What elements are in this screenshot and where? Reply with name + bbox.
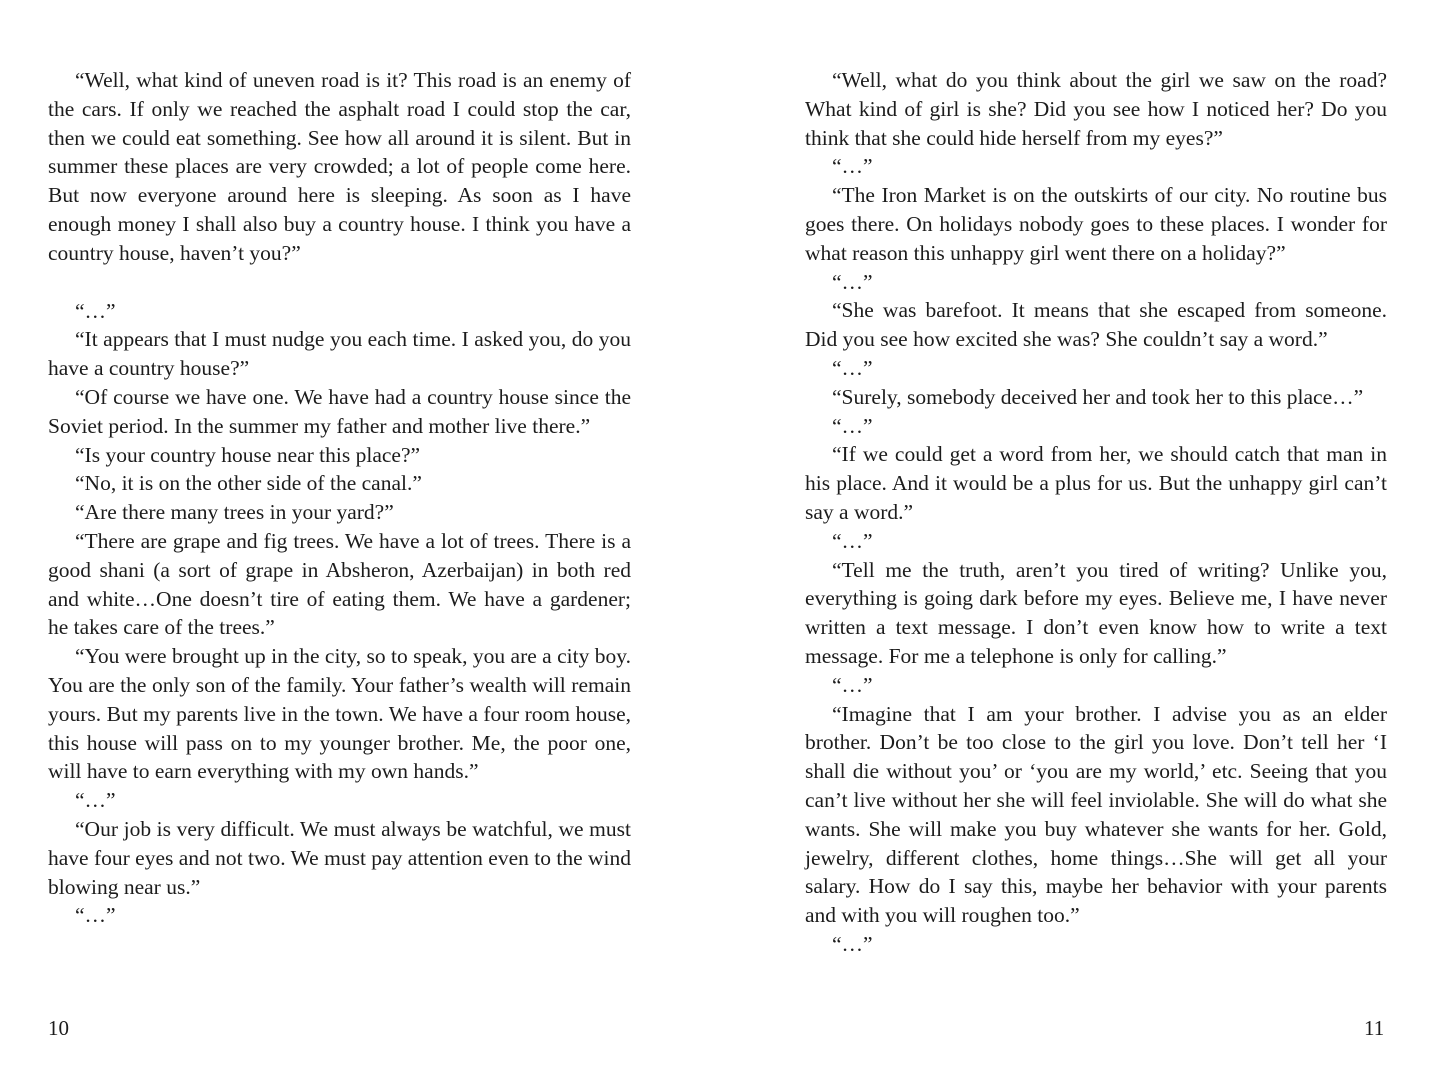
paragraph: “Well, what do you think about the girl we saw on the road? What kind of girl is she? Did you see how I noticed her? Do you think that she could hide herself from my eyes?”: [805, 68, 1387, 150]
paragraph: “Are there many trees in your yard?”: [75, 500, 394, 525]
paragraph: “…”: [832, 355, 873, 380]
page-number-left: 10: [48, 1016, 69, 1040]
paragraph: “Of course we have one. We have had a country house since the Soviet period. In the summer my father and mother live there.”: [48, 384, 631, 438]
paragraph: “…”: [832, 413, 873, 438]
paragraph: “…”: [75, 298, 116, 323]
paragraph: “Our job is very difficult. We must always be watchful, we must have four eyes and not two. We must pay attention even to the wind blowing near us.”: [48, 816, 632, 899]
paragraph: “Tell me the truth, aren’t you tired of writing? Unlike you, everything is going dark before my eyes. Believe me, I have never written a text message. I don’t even know how to write a text message. For me a telephone is only for calling.”: [805, 557, 1387, 668]
paragraph: “Surely, somebody deceived her and took her to this place…”: [832, 384, 1364, 409]
paragraph: “It appears that I must nudge you each time. I asked you, do you have a country house?”: [48, 327, 631, 381]
paragraph: “If we could get a word from her, we should catch that man in his place. And it would be a plus for us. But the unhappy girl can’t say a word.”: [805, 442, 1387, 524]
paragraph: “…”: [832, 528, 873, 553]
paragraph: “Is your country house near this place?”: [75, 442, 421, 467]
paragraph: “…”: [832, 672, 873, 697]
left-page: [48, 66, 631, 930]
paragraph: “…”: [75, 788, 116, 813]
paragraph: “The Iron Market is on the outskirts of our city. No routine bus goes there. On holidays nobody goes to these places. I wonder for what reason this unhappy girl went there on a holiday?”: [805, 183, 1387, 265]
paragraph: “No, it is on the other side of the canal.”: [75, 471, 422, 496]
paragraph: “…”: [832, 931, 873, 956]
paragraph: “…”: [832, 154, 873, 179]
page-number-right: 11: [1364, 1016, 1385, 1040]
paragraph: “…”: [832, 269, 873, 294]
paragraph: “There are grape and fig trees. We have a lot of trees. There is a good shani (a sort of grape in Absheron, Azerbaijan) in both red and white…One doesn’t tire of eating them. We have a gardener; he takes care of the trees.”: [48, 528, 631, 640]
paragraph: “Well, what kind of uneven road is it? This road is an enemy of the cars. If only we reached the asphalt road I could stop the car, then we could eat something. See how all around it is silent. But in summer these places are very crowded; a lot of people come here. But now everyone around here is sleeping. As soon as I have enough money I shall also buy a country house. I think you have a country house, haven’t you?”: [48, 68, 631, 265]
paragraph: “She was barefoot. It means that she escaped from someone. Did you see how excited she was? She couldn’t say a word.”: [805, 298, 1387, 352]
paragraph: “…”: [75, 903, 116, 928]
paragraph: “Imagine that I am your brother. I advise you as an elder brother. Don’t be too close to the girl you love. Don’t tell her ‘I shall die without you’ or ‘you are my world,’ etc. Seeing that you can’t live without her she will feel inviolable. She will do what she wants. She will make you buy whatever she wants for her. Gold, jewelry, different clothes, home things…She will get all your salary. How do I say this, maybe her behavior with your parents and with you will roughen too.”: [805, 701, 1387, 928]
paragraph-gap: [48, 268, 631, 297]
paragraph: “You were brought up in the city, so to speak, you are a city boy. You are the only son of the family. Your father’s wealth will remain yours. But my parents live in the town. We have a four room house, this house will pass on to my younger brother. Me, the poor one, will have to earn everything with my own hands.”: [48, 644, 631, 784]
right-page: [805, 66, 1387, 959]
